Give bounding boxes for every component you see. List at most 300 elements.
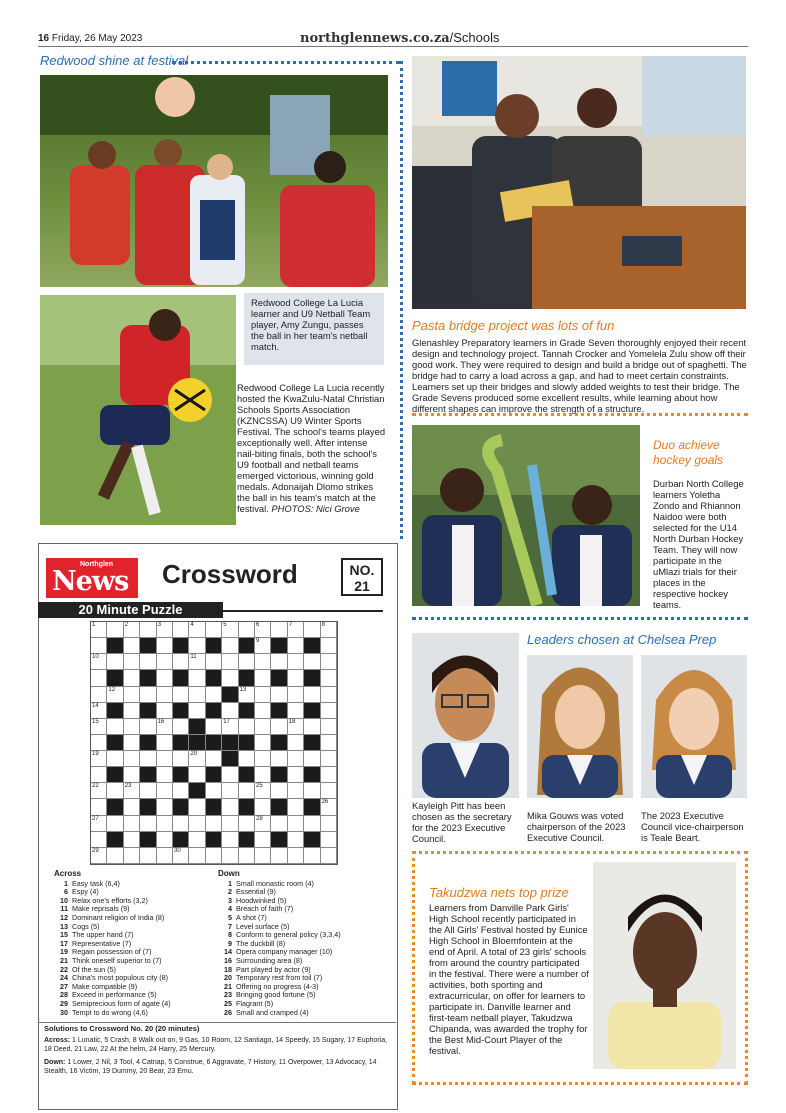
grid-cell[interactable]: [124, 654, 140, 670]
takudzwa-right-dots: [745, 851, 748, 1084]
grid-cell[interactable]: [157, 670, 173, 686]
across-clue-text: Espy (4): [72, 887, 99, 897]
grid-cell[interactable]: [157, 848, 173, 864]
grid-cell[interactable]: [288, 783, 304, 799]
grid-cell[interactable]: [189, 848, 205, 864]
down-heading: Down: [218, 869, 240, 878]
solutions-title: Solutions to Crossword No. 20 (20 minutes): [44, 1024, 200, 1033]
grid-cell[interactable]: [288, 622, 304, 638]
across-clue-text: Tempt to do wrong (4,6): [72, 1007, 148, 1017]
grid-cell[interactable]: [189, 638, 205, 654]
down-clue-text: Surrounding area (8): [236, 955, 303, 965]
header-rule: [38, 46, 748, 47]
grid-cell[interactable]: [222, 638, 238, 654]
grid-cell[interactable]: [91, 816, 107, 832]
down-clue-text: Flagrant (5): [236, 998, 274, 1008]
grid-cell[interactable]: [222, 703, 238, 719]
grid-cell[interactable]: [157, 719, 173, 735]
grid-cell[interactable]: [222, 832, 238, 848]
grid-cell[interactable]: [255, 767, 271, 783]
grid-block: [206, 832, 222, 848]
grid-cell[interactable]: [157, 703, 173, 719]
grid-block: [189, 735, 205, 751]
grid-cell[interactable]: [140, 751, 156, 767]
grid-cell[interactable]: [255, 622, 271, 638]
grid-cell[interactable]: [288, 751, 304, 767]
grid-cell[interactable]: [255, 687, 271, 703]
grid-cell[interactable]: [255, 638, 271, 654]
grid-cell[interactable]: [157, 735, 173, 751]
grid-block: [222, 735, 238, 751]
hockey-title: [653, 438, 723, 468]
grid-cell[interactable]: [107, 783, 123, 799]
grid-cell[interactable]: [222, 654, 238, 670]
grid-cell[interactable]: [321, 719, 337, 735]
grid-cell[interactable]: [107, 719, 123, 735]
grid-cell[interactable]: [222, 719, 238, 735]
grid-block: [189, 719, 205, 735]
grid-cell[interactable]: [140, 719, 156, 735]
grid-cell[interactable]: [255, 799, 271, 815]
grid-cell-number: 6: [256, 622, 260, 628]
redwood-photo-credit: PHOTOS: Nici Grove: [271, 503, 360, 514]
page-number: 16: [38, 33, 50, 44]
grid-cell[interactable]: [255, 703, 271, 719]
across-clue-text: China's most populous city (8): [72, 973, 169, 983]
crossword-number-box: [341, 558, 383, 596]
grid-cell[interactable]: [321, 687, 337, 703]
down-clue-number: 7: [228, 921, 232, 931]
grid-cell[interactable]: [288, 735, 304, 751]
grid-cell[interactable]: [271, 751, 287, 767]
grid-cell-number: 2: [124, 622, 129, 628]
teale-photo: [641, 655, 747, 798]
grid-cell[interactable]: [189, 654, 205, 670]
across-heading: Across: [54, 869, 82, 878]
grid-block: [239, 799, 255, 815]
kayleigh-caption: Kayleigh Pitt has been chosen as the secretary for the 2023 Executive Council.: [412, 800, 512, 844]
grid-cell[interactable]: [222, 622, 238, 638]
grid-cell[interactable]: [321, 638, 337, 654]
grid-cell-number: 13: [239, 686, 247, 693]
site-name[interactable]: northglennews.co.za: [300, 31, 450, 46]
grid-cell-number: 28: [256, 815, 263, 822]
grid-cell[interactable]: [157, 799, 173, 815]
grid-cell[interactable]: [91, 751, 107, 767]
grid-cell[interactable]: [157, 751, 173, 767]
grid-block: [304, 670, 320, 686]
grid-cell[interactable]: [271, 654, 287, 670]
grid-cell[interactable]: [173, 719, 189, 735]
grid-cell[interactable]: [189, 622, 205, 638]
grid-cell[interactable]: [321, 816, 337, 832]
grid-cell[interactable]: [91, 670, 107, 686]
grid-block: [173, 670, 189, 686]
grid-cell[interactable]: [271, 848, 287, 864]
solutions-across-text: 1 Lunatic, 5 Crash, 8 Walk out on, 9 Gas, 10 Room, 12 Santiago, 14 Speedy, 15 Sugary, 17 Euphoria, 18 Deed, 21 Law, 22 At the helm, 24 Harry, 25 Mercury.: [44, 1037, 388, 1053]
grid-cell[interactable]: [321, 622, 337, 638]
across-clue-number: 29: [60, 998, 68, 1008]
grid-block: [239, 832, 255, 848]
grid-block: [304, 799, 320, 815]
grid-cell[interactable]: [124, 783, 140, 799]
grid-cell[interactable]: [255, 832, 271, 848]
grid-cell[interactable]: [255, 783, 271, 799]
grid-cell[interactable]: [157, 783, 173, 799]
puzzle-band-line: [223, 610, 383, 612]
grid-cell[interactable]: [239, 751, 255, 767]
grid-cell[interactable]: [124, 751, 140, 767]
grid-cell[interactable]: [107, 848, 123, 864]
grid-cell[interactable]: [321, 654, 337, 670]
grid-cell[interactable]: [124, 848, 140, 864]
across-clue-text: Relax one's efforts (3,2): [72, 895, 148, 905]
across-clue-number: 22: [60, 964, 68, 974]
page-header-site: [300, 30, 500, 46]
grid-cell[interactable]: [304, 816, 320, 832]
grid-block: [271, 735, 287, 751]
grid-cell[interactable]: [255, 719, 271, 735]
grid-cell[interactable]: [157, 816, 173, 832]
grid-cell[interactable]: [91, 767, 107, 783]
grid-cell[interactable]: [206, 719, 222, 735]
across-clue-text: Semiprecious form of agate (4): [72, 998, 171, 1008]
grid-cell[interactable]: [321, 751, 337, 767]
grid-block: [271, 638, 287, 654]
down-clue-number: 26: [224, 1007, 232, 1017]
down-clue-text: Small monastic room (4): [236, 878, 314, 888]
grid-cell[interactable]: [321, 799, 337, 815]
grid-cell-number: 20: [190, 751, 198, 758]
grid-cell[interactable]: [107, 654, 123, 670]
netball-photo: [40, 75, 388, 287]
takudzwa-left-dots: [412, 851, 415, 1084]
across-clue-text: Cogs (5): [72, 921, 100, 931]
grid-cell[interactable]: [124, 670, 140, 686]
grid-cell[interactable]: [239, 848, 255, 864]
across-clue: [54, 1009, 214, 1018]
grid-cell[interactable]: [239, 687, 255, 703]
down-clue-text: The duckbill (8): [236, 938, 286, 948]
grid-cell[interactable]: [321, 848, 337, 864]
grid-cell[interactable]: [140, 783, 156, 799]
grid-cell-number: 18: [288, 718, 296, 725]
grid-cell[interactable]: [321, 735, 337, 751]
grid-cell[interactable]: [173, 848, 189, 864]
grid-cell[interactable]: [140, 816, 156, 832]
grid-cell[interactable]: [107, 816, 123, 832]
grid-cell[interactable]: [124, 703, 140, 719]
solutions-text: [44, 1036, 390, 1076]
grid-cell[interactable]: [222, 816, 238, 832]
grid-cell[interactable]: [189, 751, 205, 767]
grid-cell[interactable]: [304, 848, 320, 864]
down-clue-number: 3: [228, 895, 232, 905]
grid-cell[interactable]: [91, 638, 107, 654]
across-clue-text: The upper hand (7): [72, 930, 134, 940]
across-clue-number: 21: [60, 955, 68, 965]
grid-cell[interactable]: [157, 767, 173, 783]
across-clue-number: 13: [60, 921, 68, 931]
grid-cell[interactable]: [239, 783, 255, 799]
grid-cell[interactable]: [271, 816, 287, 832]
grid-cell[interactable]: [91, 848, 107, 864]
grid-cell-number: 9: [256, 638, 260, 645]
grid-cell[interactable]: [91, 622, 107, 638]
grid-cell[interactable]: [321, 703, 337, 719]
grid-cell[interactable]: [206, 654, 222, 670]
teale-caption: The 2023 Executive Council vice-chairperson is Teale Beart.: [641, 810, 744, 843]
grid-cell[interactable]: [255, 848, 271, 864]
crossword-no-label: NO.: [349, 562, 375, 578]
grid-cell[interactable]: [91, 735, 107, 751]
down-clue-number: 16: [224, 955, 232, 965]
grid-cell[interactable]: [255, 735, 271, 751]
grid-cell[interactable]: [107, 687, 123, 703]
grid-cell[interactable]: [321, 832, 337, 848]
down-clue: [218, 1009, 393, 1018]
grid-cell[interactable]: [107, 622, 123, 638]
grid-cell-number: 23: [124, 783, 132, 790]
across-clue-number: 10: [60, 895, 68, 905]
grid-cell[interactable]: [304, 687, 320, 703]
chelsea-title: Leaders chosen at Chelsea Prep: [527, 632, 717, 647]
down-clue-number: 20: [224, 973, 232, 983]
across-clue-text: Regain possession of (7): [72, 947, 152, 957]
grid-cell[interactable]: [222, 783, 238, 799]
grid-cell[interactable]: [288, 687, 304, 703]
solutions-down: [44, 1058, 390, 1076]
grid-block: [239, 638, 255, 654]
grid-cell[interactable]: [321, 783, 337, 799]
across-clue-number: 24: [60, 973, 68, 983]
grid-cell[interactable]: [288, 703, 304, 719]
pasta-bridge-photo: [412, 56, 746, 309]
down-clue-number: 4: [228, 904, 232, 914]
grid-cell[interactable]: [206, 816, 222, 832]
grid-cell[interactable]: [239, 654, 255, 670]
across-clue-number: 17: [60, 938, 68, 948]
grid-block: [271, 670, 287, 686]
grid-cell[interactable]: [157, 687, 173, 703]
down-clue-text: Breach of faith (7): [236, 904, 294, 914]
grid-cell[interactable]: [288, 832, 304, 848]
grid-cell[interactable]: [222, 799, 238, 815]
grid-cell[interactable]: [140, 687, 156, 703]
grid-cell[interactable]: [173, 654, 189, 670]
grid-cell[interactable]: [255, 751, 271, 767]
grid-cell[interactable]: [173, 783, 189, 799]
grid-block: [206, 767, 222, 783]
grid-cell[interactable]: [255, 816, 271, 832]
grid-cell[interactable]: [255, 670, 271, 686]
grid-cell[interactable]: [255, 654, 271, 670]
grid-cell[interactable]: [271, 719, 287, 735]
grid-cell[interactable]: [239, 622, 255, 638]
grid-cell[interactable]: [222, 848, 238, 864]
grid-cell[interactable]: [239, 816, 255, 832]
grid-cell[interactable]: [91, 703, 107, 719]
grid-cell[interactable]: [288, 719, 304, 735]
grid-cell[interactable]: [288, 767, 304, 783]
grid-cell[interactable]: [140, 622, 156, 638]
across-clue-number: 1: [64, 878, 68, 888]
down-clue-text: Essential (9): [236, 887, 276, 897]
grid-cell[interactable]: [157, 622, 173, 638]
grid-cell[interactable]: [288, 816, 304, 832]
grid-cell[interactable]: [304, 719, 320, 735]
grid-cell[interactable]: [239, 719, 255, 735]
grid-cell-number: 8: [321, 622, 325, 628]
grid-cell[interactable]: [140, 848, 156, 864]
grid-cell-number: 7: [288, 622, 293, 628]
grid-cell-number: 11: [190, 654, 197, 661]
grid-cell[interactable]: [91, 799, 107, 815]
grid-cell[interactable]: [124, 832, 140, 848]
down-clue-number: 8: [228, 930, 232, 940]
mika-caption: Mika Gouws was voted chairperson of the 2023 Executive Council.: [527, 810, 626, 843]
grid-cell-number: 26: [321, 799, 329, 806]
grid-cell[interactable]: [288, 670, 304, 686]
grid-cell[interactable]: [107, 751, 123, 767]
grid-cell[interactable]: [206, 783, 222, 799]
across-clue-number: 15: [60, 930, 68, 940]
grid-cell[interactable]: [173, 751, 189, 767]
grid-block: [304, 832, 320, 848]
across-clue-number: 30: [60, 1007, 68, 1017]
grid-cell[interactable]: [124, 735, 140, 751]
grid-block: [239, 670, 255, 686]
down-clue-text: Small and cramped (4): [236, 1007, 309, 1017]
grid-cell[interactable]: [304, 751, 320, 767]
grid-cell[interactable]: [206, 751, 222, 767]
grid-cell[interactable]: [91, 654, 107, 670]
grid-cell[interactable]: [271, 687, 287, 703]
redwood-title-dots: [172, 61, 400, 64]
grid-block: [173, 832, 189, 848]
grid-cell[interactable]: [140, 654, 156, 670]
grid-cell[interactable]: [91, 783, 107, 799]
grid-block: [107, 735, 123, 751]
grid-cell[interactable]: [206, 622, 222, 638]
grid-block: [206, 638, 222, 654]
grid-block: [222, 687, 238, 703]
netball-caption: Redwood College La Lucia learner and U9 Netball Team player, Amy Zungu, passes the ball in her team's netball match.: [251, 297, 371, 352]
grid-cell[interactable]: [222, 767, 238, 783]
grid-cell[interactable]: [189, 799, 205, 815]
grid-cell[interactable]: [304, 654, 320, 670]
logo-small-text: Northglen: [80, 561, 114, 568]
grid-block: [239, 767, 255, 783]
grid-cell[interactable]: [91, 832, 107, 848]
across-clue-number: 19: [60, 947, 68, 957]
grid-cell[interactable]: [189, 767, 205, 783]
grid-cell-number: 14: [92, 702, 99, 709]
grid-cell[interactable]: [288, 848, 304, 864]
grid-cell[interactable]: [321, 767, 337, 783]
grid-cell[interactable]: [124, 687, 140, 703]
grid-block: [206, 799, 222, 815]
grid-block: [140, 703, 156, 719]
grid-cell[interactable]: [157, 832, 173, 848]
grid-cell[interactable]: [321, 670, 337, 686]
grid-cell[interactable]: [124, 816, 140, 832]
grid-cell-number: 22: [92, 783, 99, 790]
grid-cell[interactable]: [206, 687, 222, 703]
hockey-photo: [412, 425, 640, 606]
grid-cell[interactable]: [189, 687, 205, 703]
down-clue-number: 18: [224, 964, 232, 974]
grid-cell[interactable]: [288, 638, 304, 654]
down-clue-number: 23: [224, 990, 232, 1000]
grid-cell[interactable]: [157, 638, 173, 654]
grid-block: [140, 832, 156, 848]
takudzwa-title: Takudzwa nets top prize: [429, 885, 569, 900]
page-date: Friday, 26 May 2023: [51, 33, 143, 44]
grid-cell[interactable]: [304, 783, 320, 799]
down-clue-text: Level surface (5): [236, 921, 290, 931]
grid-cell[interactable]: [288, 654, 304, 670]
grid-cell[interactable]: [288, 799, 304, 815]
across-clue-text: Representative (7): [72, 938, 132, 948]
crossword-grid[interactable]: [90, 621, 338, 865]
grid-cell[interactable]: [173, 687, 189, 703]
grid-block: [206, 703, 222, 719]
grid-cell[interactable]: [173, 622, 189, 638]
redwood-title: Redwood shine at festival: [40, 53, 189, 68]
redwood-body-text: Redwood College La Lucia recently hosted the KwaZulu-Natal Christian Schools Sports Association (KZNCSSA) U9 Winter Sports Festival. The school's teams played exceptionally well. After intense nail-biting finals, both the school's U9 football and netball teams emerged victorious, winning gold medals. Adonaijah Dlomo strikes the ball in his team's match at the festival.: [237, 382, 386, 514]
down-clue-text: Conform to general policy (3,3,4): [236, 930, 341, 940]
hockey-body: Durban North College learners Yoletha Zondo and Rhiannon Naidoo were both selected for the U14 North Durban Hockey Team. They will now participate in the uMlazi trials for their places in the respective hockey teams.: [653, 478, 744, 610]
grid-cell[interactable]: [189, 703, 205, 719]
grid-cell[interactable]: [189, 670, 205, 686]
grid-cell[interactable]: [124, 719, 140, 735]
grid-cell[interactable]: [189, 816, 205, 832]
grid-cell[interactable]: [124, 622, 140, 638]
grid-cell[interactable]: [124, 799, 140, 815]
grid-cell[interactable]: [173, 816, 189, 832]
grid-cell[interactable]: [124, 638, 140, 654]
grid-cell[interactable]: [304, 622, 320, 638]
grid-cell-number: 29: [92, 847, 99, 854]
grid-cell[interactable]: [222, 670, 238, 686]
grid-cell[interactable]: [91, 719, 107, 735]
grid-block: [206, 670, 222, 686]
logo-big-text: News: [52, 566, 129, 597]
grid-cell[interactable]: [271, 783, 287, 799]
grid-block: [206, 735, 222, 751]
section-name: /Schools: [449, 30, 500, 45]
solutions-down-label: Down:: [44, 1059, 66, 1066]
grid-cell[interactable]: [157, 654, 173, 670]
down-clue-number: 2: [228, 887, 232, 897]
grid-block: [173, 703, 189, 719]
down-clue-text: Offering no progress (4-3): [236, 981, 319, 991]
grid-cell[interactable]: [206, 848, 222, 864]
down-clues: [218, 870, 393, 1017]
grid-block: [140, 735, 156, 751]
grid-cell[interactable]: [271, 622, 287, 638]
hockey-title-line2: hockey goals: [653, 453, 724, 467]
takudzwa-bottom-dots: [412, 1082, 748, 1085]
puzzle-band: 20 Minute Puzzle: [38, 602, 223, 618]
redwood-vertical-dots: [400, 61, 403, 539]
grid-cell[interactable]: [189, 832, 205, 848]
grid-cell[interactable]: [91, 687, 107, 703]
grid-block: [173, 767, 189, 783]
grid-block: [173, 638, 189, 654]
grid-cell[interactable]: [124, 767, 140, 783]
